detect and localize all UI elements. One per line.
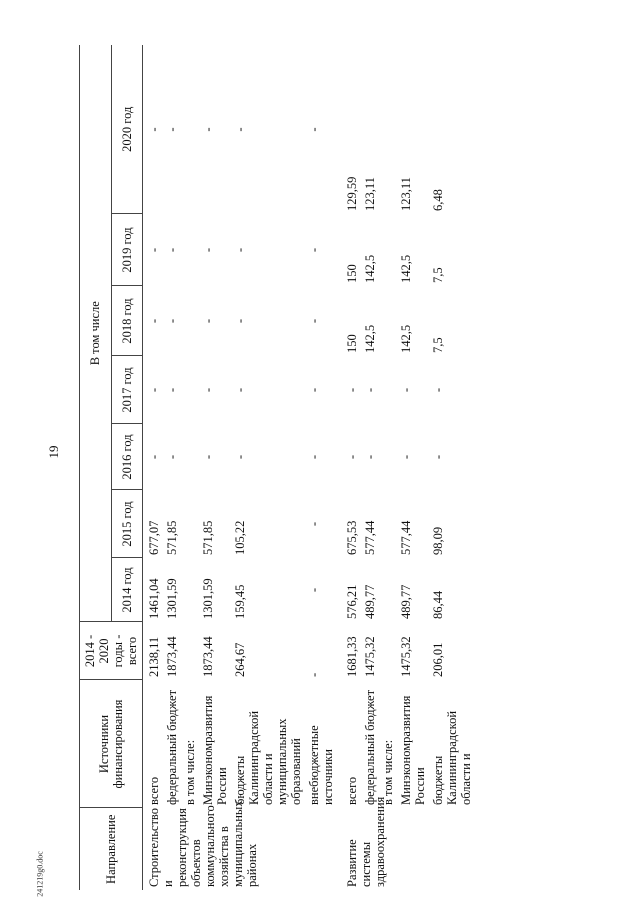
header-year: 2018 год: [111, 286, 143, 356]
year-value-cell: 105,22: [233, 520, 247, 555]
total-cell: 1475,32: [399, 636, 413, 677]
year-value-cell: -: [307, 127, 321, 132]
table-row: [181, 45, 199, 890]
year-value-cell: 142,5: [363, 324, 377, 353]
year-value-cell: -: [165, 454, 179, 460]
total-cell: 1873,44: [165, 636, 179, 677]
year-value-cell: -: [345, 454, 359, 460]
year-value-cell: -: [165, 127, 179, 132]
year-value-cell: 489,77: [399, 584, 413, 619]
source-cell: внебюджетные источники: [307, 725, 335, 805]
total-cell: 1681,33: [345, 636, 359, 677]
year-value-cell: -: [201, 454, 215, 460]
year-value-cell: 123,11: [363, 177, 377, 211]
year-value-cell: [379, 214, 397, 286]
source-cell: в том числе:: [183, 739, 197, 805]
rotated-page-content: [79, 45, 639, 890]
total-cell: [379, 622, 397, 680]
year-value-cell: 677,07: [147, 520, 161, 555]
year-value-cell: [379, 490, 397, 558]
year-value-cell: 7,5: [431, 337, 445, 353]
year-value-cell: -: [201, 247, 215, 253]
year-value-cell: -: [147, 454, 161, 460]
year-value-cell: 159,45: [233, 584, 247, 619]
year-value-cell: -: [165, 387, 179, 393]
year-value-cell: 1461,04: [147, 578, 161, 619]
year-value-cell: 6,48: [431, 189, 445, 211]
year-value-cell: 123,11: [399, 177, 413, 211]
year-value-cell: -: [399, 387, 413, 393]
year-value-cell: 577,44: [399, 520, 413, 555]
year-value-cell: [379, 558, 397, 622]
year-value-cell: -: [201, 318, 215, 324]
table-body: [143, 45, 476, 890]
year-value-cell: 571,85: [201, 520, 215, 555]
year-value-cell: -: [307, 454, 321, 460]
header-total: 2014 - 2020 годы - всего: [80, 622, 143, 680]
year-value-cell: 7,5: [431, 267, 445, 283]
source-cell: бюджеты Калининградской области и муниципальных образований: [233, 710, 303, 805]
total-cell: 1873,44: [201, 636, 215, 677]
table-row: [337, 45, 361, 890]
year-value-cell: [379, 45, 397, 214]
year-value-cell: -: [399, 454, 413, 460]
table-header: [80, 45, 143, 890]
year-value-cell: 577,44: [363, 520, 377, 555]
direction-cell: Развитие системы здравоохранения: [345, 796, 387, 887]
year-value-cell: 129,59: [345, 176, 359, 211]
year-value-cell: 489,77: [363, 584, 377, 619]
year-value-cell: 675,53: [345, 520, 359, 555]
total-cell: 264,67: [233, 642, 247, 677]
year-value-cell: [379, 286, 397, 356]
year-value-cell: 1301,59: [201, 578, 215, 619]
year-value-cell: [181, 45, 199, 214]
year-value-cell: -: [233, 127, 247, 132]
year-value-cell: 150: [345, 334, 359, 353]
header-including: В том числе: [80, 45, 112, 622]
year-value-cell: -: [147, 318, 161, 324]
year-value-cell: -: [165, 247, 179, 253]
table-row: [361, 45, 379, 890]
year-value-cell: 142,5: [399, 254, 413, 283]
table-row: [379, 45, 397, 890]
year-value-cell: [181, 424, 199, 490]
footer-doc-code: 241219g0.doc: [35, 851, 45, 897]
header-direction: Направление: [80, 808, 143, 890]
year-value-cell: [181, 286, 199, 356]
year-value-cell: 150: [345, 264, 359, 283]
financing-table: [79, 45, 475, 890]
table-row: [163, 45, 181, 890]
header-year: 2017 год: [111, 356, 143, 424]
year-value-cell: -: [307, 521, 321, 527]
year-value-cell: -: [431, 387, 445, 393]
year-value-cell: [379, 424, 397, 490]
year-value-cell: -: [307, 247, 321, 253]
year-value-cell: [181, 356, 199, 424]
year-value-cell: -: [147, 387, 161, 393]
year-value-cell: 86,44: [431, 590, 445, 619]
source-cell: Минэкономразвития России: [399, 695, 427, 805]
year-value-cell: -: [307, 318, 321, 324]
source-cell: федеральный бюджет: [165, 689, 179, 805]
year-value-cell: 576,21: [345, 584, 359, 619]
year-value-cell: 571,85: [165, 520, 179, 555]
direction-cell: Строительство и реконструкция объектов коммунального хозяйства в муниципальных районах: [147, 800, 259, 887]
year-value-cell: [379, 356, 397, 424]
year-value-cell: -: [165, 318, 179, 324]
source-cell: Минэкономразвития России: [201, 695, 229, 805]
year-value-cell: 98,09: [431, 526, 445, 555]
header-year: 2016 год: [111, 424, 143, 490]
source-cell: бюджеты Калининградской области и: [431, 710, 473, 805]
header-year: 2014 год: [111, 558, 143, 622]
table-row: [397, 45, 429, 890]
year-value-cell: -: [363, 454, 377, 460]
year-value-cell: -: [201, 387, 215, 393]
source-cell: федеральный бюджет: [363, 689, 377, 805]
header-year: 2019 год: [111, 214, 143, 286]
year-value-cell: -: [363, 387, 377, 393]
table-row: [231, 45, 305, 890]
header-source: Источники финансирования: [80, 680, 143, 808]
year-value-cell: -: [431, 454, 445, 460]
page-number: 19: [46, 445, 61, 459]
table-row: [199, 45, 231, 890]
year-value-cell: [181, 214, 199, 286]
year-value-cell: -: [307, 587, 321, 593]
header-year: 2015 год: [111, 490, 143, 558]
year-value-cell: -: [201, 127, 215, 132]
total-cell: -: [307, 672, 321, 677]
year-value-cell: 142,5: [363, 254, 377, 283]
total-cell: 1475,32: [363, 636, 377, 677]
source-cell: всего: [147, 776, 161, 805]
year-value-cell: [181, 490, 199, 558]
year-value-cell: -: [233, 318, 247, 324]
year-value-cell: -: [307, 387, 321, 393]
table-row: [305, 45, 337, 890]
source-cell: всего: [345, 776, 359, 805]
year-value-cell: 1301,59: [165, 578, 179, 619]
header-year: 2020 год: [111, 45, 143, 214]
source-cell: в том числе:: [381, 739, 395, 805]
year-value-cell: -: [345, 387, 359, 393]
total-cell: [181, 622, 199, 680]
table-row: [143, 45, 164, 890]
year-value-cell: -: [147, 127, 161, 132]
year-value-cell: -: [233, 387, 247, 393]
total-cell: 206,01: [431, 642, 445, 677]
year-value-cell: -: [233, 247, 247, 253]
year-value-cell: [181, 558, 199, 622]
year-value-cell: 142,5: [399, 324, 413, 353]
year-value-cell: -: [147, 247, 161, 253]
year-value-cell: -: [233, 454, 247, 460]
total-cell: 2138,11: [147, 636, 161, 677]
table-row: [429, 45, 475, 890]
